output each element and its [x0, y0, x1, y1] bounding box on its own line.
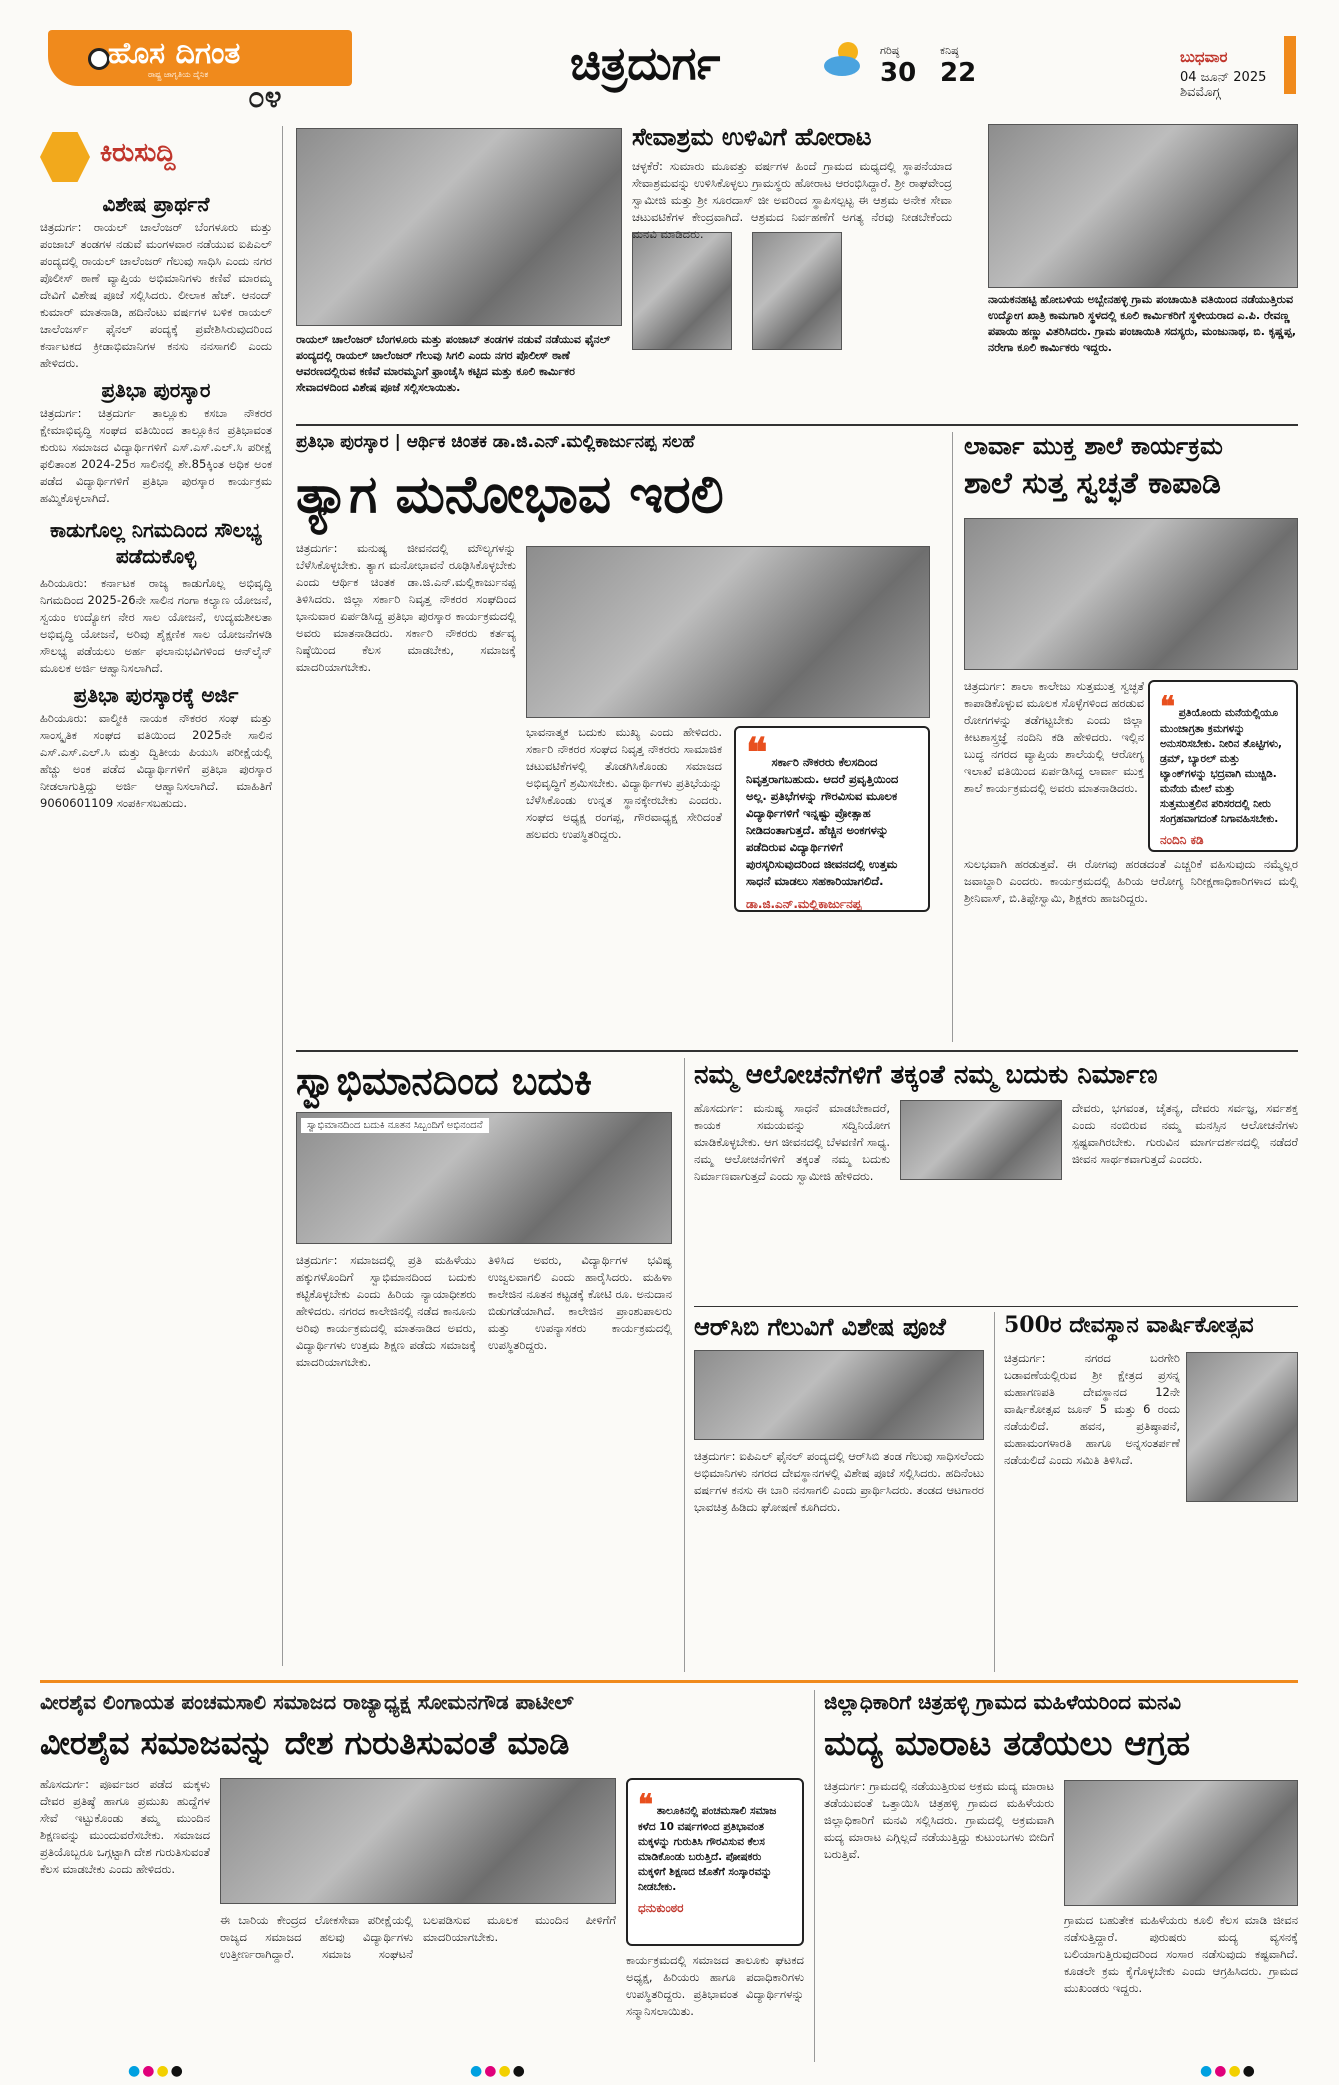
tyaga-body-2: [526, 724, 722, 1040]
city-title: ಚಿತ್ರದುರ್ಗ: [570, 36, 721, 90]
tyaga-headline: ತ್ಯಾಗ ಮನೋಭಾವ ಇರಲಿ: [296, 464, 724, 525]
tyaga-photo: [526, 546, 930, 718]
veerashaiva-kicker: ವೀರಶೈವ ಲಿಂಗಾಯತ ಪಂಚಮಸಾಲಿ ಸಮಾಜದ ರಾಜ್ಯಾಧ್ಯಕ್ಷ ಸೋಮನಗೌಡ ಪಾಟೀಲ್: [40, 1690, 574, 1714]
brief-headline-4: ಪ್ರತಿಭಾ ಪುರಸ್ಕಾರಕ್ಕೆ ಅರ್ಜಿ: [73, 683, 239, 707]
tyaga-body-2-text: ಭಾವನಾತ್ಮಕ ಬದುಕು ಮುಖ್ಯ ಎಂದು ಹೇಳಿದರು. ಸರ್ಕಾರಿ ನೌಕರರ ಸಂಘದ ನಿವೃತ್ತ ನೌಕರರು ಸಾಮಾಜಿಕ ಚಟುವಟಿಕೆಗಳಲ್ಲಿ ತೊಡಗಿಸಿಕೊಂಡು ಸಮಾಜದ ಅಭಿವೃದ್ಧಿಗೆ ಶ್ರಮಿಸಬೇಕು. ವಿದ್ಯಾರ್ಥಿಗಳು ಪ್ರತಿಭೆಯನ್ನು ಬೆಳೆಸಿಕೊಂಡು ಉನ್ನತ ಸ್ಥಾನಕ್ಕೇರಬೇಕು ಎಂದರು. ಸಂಘದ ಅಧ್ಯಕ್ಷ ರಂಗಪ್ಪ, ಗೌರವಾಧ್ಯಕ್ಷ ಸೇರಿದಂತೆ ಹಲವರು ಉಪಸ್ಥಿತರಿದ್ದರು.: [526, 725, 722, 841]
swabhimana-body-1: [296, 1252, 476, 1672]
page-header: [0, 0, 1339, 115]
veerashaiva-body-2: [220, 1912, 616, 2062]
swabhimana-body-1-text: ಚಿತ್ರದುರ್ಗ: ಸಮಾಜದಲ್ಲಿ ಪ್ರತಿ ಮಹಿಳೆಯು ಹಕ್ಕುಗಳೊಂದಿಗೆ ಸ್ವಾಭಿಮಾನದಿಂದ ಬದುಕು ಕಟ್ಟಿಕೊಳ್ಳಬೇಕು ಎಂದು ಹಿರಿಯ ನ್ಯಾಯಾಧೀಶರು ಹೇಳಿದರು. ನಗರದ ಕಾಲೇಜಿನಲ್ಲಿ ನಡೆದ ಕಾನೂನು ಅರಿವು ಕಾರ್ಯಕ್ರಮದಲ್ಲಿ ಮಾತನಾಡಿದ ಅವರು, ವಿದ್ಯಾರ್ಥಿಗಳು ಉತ್ತಮ ಶಿಕ್ಷಣ ಪಡೆದು ಸಮಾಜಕ್ಕೆ ಮಾದರಿಯಾಗಬೇಕು.: [296, 1253, 476, 1369]
photo-banner: ಸ್ವಾಭಿಮಾನದಿಂದ ಬದುಕಿ ನೂತನ ಸಿಬ್ಬಂದಿಗೆ ಅಭಿನಂದನೆ: [301, 1118, 489, 1133]
brief-headline-1: ವಿಶೇಷ ಪ್ರಾರ್ಥನೆ: [102, 196, 210, 216]
larva-body-2-text: ಸುಲಭವಾಗಿ ಹರಡುತ್ತವೆ. ಈ ರೋಗವು ಹರಡದಂತೆ ಎಚ್ಚರಿಕೆ ವಹಿಸುವುದು ನಮ್ಮೆಲ್ಲರ ಜವಾಬ್ದಾರಿ ಎಂದರು. ಕಾರ್ಯಕ್ರಮದಲ್ಲಿ ಹಿರಿಯ ಆರೋಗ್ಯ ನಿರೀಕ್ಷಣಾಧಿಕಾರಿಗಳಾದ ಮಲ್ಲಿ ಶ್ರೀನಿವಾಸ್, ಬಿ.ತಿಪ್ಪೇಸ್ವಾಮಿ, ಶಿಕ್ಷಕರು ಹಾಜರಿದ್ದರು.: [964, 857, 1298, 905]
swabhimana-headline: ಸ್ವಾಭಿಮಾನದಿಂದ ಬದುಕಿ: [296, 1058, 592, 1103]
date: [1180, 70, 1266, 100]
alochane-photo: [900, 1100, 1062, 1180]
brief-headline-2: ಪ್ರತಿಭಾ ಪುರಸ್ಕಾರ: [101, 378, 211, 402]
tyaga-quote-text: ಸರ್ಕಾರಿ ನೌಕರರು ಕೆಲಸದಿಂದ ನಿವೃತ್ತರಾಗಬಹುದು. ಆದರೆ ಪ್ರವೃತ್ತಿಯಿಂದ ಅಲ್ಲ. ಪ್ರತಿಭೆಗಳನ್ನು ಗೌರವಿಸುವ ಮೂಲಕ ವಿದ್ಯಾರ್ಥಿಗಳಿಗೆ ಇನ್ನಷ್ಟು ಪ್ರೋತ್ಸಾಹ ನೀಡಿದಂತಾಗುತ್ತದೆ. ಹೆಚ್ಚಿನ ಅಂಕಗಳನ್ನು ಪಡೆದಿರುವ ವಿದ್ಯಾರ್ಥಿಗಳಿಗೆ ಪುರಸ್ಕರಿಸುವುದರಿಂದ ಜೀವನದಲ್ಲಿ ಉತ್ತಮ ಸಾಧನೆ ಮಾಡಲು ಸಹಕಾರಿಯಾಗಲಿದೆ.: [746, 755, 899, 888]
temp-max-value: 30: [880, 58, 917, 88]
rcb-prayer-photo: [296, 128, 622, 326]
veerashaiva-quote-text: ತಾಲೂಕಿನಲ್ಲಿ ಪಂಚಮಸಾಲಿ ಸಮಾಜ ಕಳೆದ 10 ವರ್ಷಗಳಿಂದ ಪ್ರತಿಭಾವಂತ ಮಕ್ಕಳನ್ನು ಗುರುತಿಸಿ ಗೌರವಿಸುವ ಕೆಲಸ ಮಾಡಿಕೊಂಡು ಬರುತ್ತಿದೆ. ಪೋಷಕರು ಮಕ್ಕಳಿಗೆ ಶಿಕ್ಷಣದ ಜೊತೆಗೆ ಸಂಸ್ಕಾರವನ್ನು ನೀಡಬೇಕು.: [638, 1805, 777, 1893]
larva-headline-2: ಶಾಲೆ ಸುತ್ತ ಸ್ವಚ್ಛತೆ ಕಾಪಾಡಿ: [964, 466, 1221, 501]
alochane-headline: ನಮ್ಮ ಆಲೋಚನೆಗಳಿಗೆ ತಕ್ಕಂತೆ ನಮ್ಮ ಬದುಕು ನಿರ್ಮಾಣ: [694, 1060, 1158, 1090]
temple-body: [1004, 1350, 1180, 1520]
alochane-body-2-text: ದೇವರು, ಭಗವಂತ, ಚೈತನ್ಯ, ದೇವರು ಸರ್ವಜ್ಞ, ಸರ್ವಶಕ್ತ ಎಂದು ನಂಬಿರುವ ನಮ್ಮ ಮನಸ್ಸಿನ ಆಲೋಚನೆಗಳು ಸ್ಪಷ್ಟವಾಗಿರಬೇಕು. ಗುರುವಿನ ಮಾರ್ಗದರ್ಶನದಲ್ಲಿ ನಡೆದರೆ ಜೀವನ ಸಾರ್ಥಕವಾಗುತ್ತದೆ ಎಂದರು.: [1072, 1101, 1298, 1166]
date-text: 04 ಜೂನ್ 2025: [1180, 70, 1267, 85]
tyaga-kicker: ಪ್ರತಿಭಾ ಪುರಸ್ಕಾರ | ಆರ್ಥಿಕ ಚಿಂತಕ ಡಾ.ಜಿ.ಎನ್.ಮಲ್ಲಿಕಾರ್ಜುನಪ್ಪ ಸಲಹೆ: [296, 432, 695, 452]
veerashaiva-body-1: [40, 1776, 210, 2062]
swabhimana-photo: [296, 1112, 672, 1244]
temp-min-value: 22: [940, 58, 977, 88]
tyaga-body-1: [296, 540, 516, 1040]
rcb-headline: ಆರ್‌ಸಿಬಿ ಗೆಲುವಿಗೆ ವಿಶೇಷ ಪೂಜೆ: [694, 1312, 946, 1341]
veerashaiva-body-2-text: ಈ ಬಾರಿಯ ಕೇಂದ್ರದ ಲೋಕಸೇವಾ ಪರೀಕ್ಷೆಯಲ್ಲಿ ರಾಜ್ಯದ ಸಮಾಜದ ಹಲವು ವಿದ್ಯಾರ್ಥಿಗಳು ಉತ್ತೀರ್ಣರಾಗಿದ್ದಾರೆ. ಸಮಾಜ ಸಂಘಟನೆ ಬಲಪಡಿಸುವ ಮೂಲಕ ಮುಂದಿನ ಪೀಳಿಗೆಗೆ ಮಾದರಿಯಾಗಬೇಕು.: [220, 1913, 616, 1961]
row-divider: [694, 1306, 1298, 1307]
veerashaiva-body-3: [626, 1952, 804, 2062]
brief-body-2: ಚಿತ್ರದುರ್ಗ: ಚಿತ್ರದುರ್ಗ ತಾಲ್ಲೂಕು ಕಸಬಾ ನೌಕರರ ಕ್ಷೇಮಾಭಿವೃದ್ಧಿ ಸಂಘದ ವತಿಯಿಂದ ತಾಲ್ಲೂಕಿನ ಪ್ರತಿಭಾವಂತ ಕುರುಬ ಸಮಾಜದ ವಿದ್ಯಾರ್ಥಿಗಳಿಗೆ ಎಸ್.ಎಸ್.ಎಲ್.ಸಿ ಪರೀಕ್ಷೆ ಫಲಿತಾಂಶ 2024-25ರ ಸಾಲಿನಲ್ಲಿ ಶೇ.85ಕ್ಕಿಂತ ಅಧಿಕ ಅಂಕ ಪಡೆದ ವಿದ್ಯಾರ್ಥಿಗಳಿಗೆ ಪ್ರತಿಭಾ ಪುರಸ್ಕಾರ ಕಾರ್ಯಕ್ರಮ ಹಮ್ಮಿಕೊಳ್ಳಲಾಗಿದೆ.: [40, 406, 272, 505]
temp-min-label: ಕನಿಷ್ಠ: [940, 44, 959, 57]
registration-marks: ●●●●: [128, 2063, 185, 2079]
liquor-kicker: ಜಿಲ್ಲಾಧಿಕಾರಿಗೆ ಚಿತ್ರಹಳ್ಳಿ ಗ್ರಾಮದ ಮಹಿಳೆಯರಿಂದ ಮನವಿ: [824, 1690, 1182, 1714]
rcb-prayer-caption: ರಾಯಲ್ ಚಾಲೆಂಜರ್ ಬೆಂಗಳೂರು ಮತ್ತು ಪಂಜಾಬ್ ತಂಡಗಳ ನಡುವೆ ನಡೆಯುವ ಫೈನಲ್ ಪಂದ್ಯದಲ್ಲಿ ರಾಯಲ್ ಚಾಲೆಂಜರ್ ಗೆಲುವು ಸಿಗಲಿ ಎಂದು ನಗರ ಪೊಲೀಸ್ ಠಾಣೆ ಆವರಣದಲ್ಲಿರುವ ಕಣಿವೆ ಮಾರಮ್ಮನಿಗೆ ಫ್ರಾಂಚೈಸಿ ಕಟ್ಟಿದ ಮತ್ತು ಕೂಲಿ ಕಾರ್ಮಿಕರ ಸೇವಾದಳದಿಂದ ವಿಶೇಷ ಪೂಜೆ ಸಲ್ಲಿಸಲಾಯಿತು.: [296, 333, 611, 394]
quote-icon: ❝: [638, 1788, 654, 1821]
column-divider: [684, 1058, 685, 1672]
page-number: ೦೪: [248, 80, 282, 115]
veerashaiva-photo: [220, 1778, 616, 1904]
brief-body-1: ಚಿತ್ರದುರ್ಗ: ರಾಯಲ್ ಚಾಲೆಂಜರ್ ಬೆಂಗಳೂರು ಮತ್ತು ಪಂಜಾಬ್ ತಂಡಗಳ ನಡುವೆ ಮಂಗಳವಾರ ನಡೆಯುವ ಐಪಿಎಲ್ ಪಂದ್ಯದಲ್ಲಿ ರಾಯಲ್ ಚಾಲೆಂಜರ್ ಗೆಲುವು ಸಾಧಿಸಿ ಎಂದು ನಗರ ಪೊಲೀಸ್ ಠಾಣೆ ವ್ಯಾಪ್ತಿಯ ಅಭಿಮಾನಿಗಳು ಕಣಿವೆ ಮಾರಮ್ಮ ದೇವಿಗೆ ವಿಶೇಷ ಪೂಜೆ ಸಲ್ಲಿಸಿದರು. ಲೀಲಾಕ ಹೆಚ್. ಆನಂದ್ ಕುಮಾರ್ ಮಾತನಾಡಿ, ಹದಿನೆಂಟು ವರ್ಷಗಳ ಬಳಿಕ ರಾಯಲ್ ಚಾಲೆಂಜರ್ಸ್ ಫೈನಲ್ ಪಂದ್ಯಕ್ಕೆ ಪ್ರವೇಶಿಸಿರುವುದರಿಂದ ಕರ್ನಾಟಕದ ಕ್ರೀಡಾಭಿಮಾನಿಗಳ ಕನಸು ನನಸಾಗಲಿ ಎಂದು ಹೇಳಿದರು.: [40, 220, 272, 370]
veerashaiva-quote-box: [626, 1778, 804, 1946]
registration-marks: ●●●●: [1200, 2063, 1257, 2079]
swabhimana-body-2: [488, 1252, 672, 1672]
quote-icon: ❝: [1160, 690, 1176, 723]
quote-icon: ❝: [746, 729, 768, 776]
liquor-body-2-text: ಗ್ರಾಮದ ಬಹುತೇಕ ಮಹಿಳೆಯರು ಕೂಲಿ ಕೆಲಸ ಮಾಡಿ ಜೀವನ ನಡೆಸುತ್ತಿದ್ದಾರೆ. ಪುರುಷರು ಮದ್ಯ ವ್ಯಸನಕ್ಕೆ ಬಲಿಯಾಗುತ್ತಿರುವುದರಿಂದ ಸಂಸಾರ ನಡೆಸುವುದು ಕಷ್ಟವಾಗಿದೆ. ಕೂಡಲೇ ಕ್ರಮ ಕೈಗೊಳ್ಳಬೇಕು ಎಂದು ಆಗ್ರಹಿಸಿದರು. ಗ್ರಾಮದ ಮುಖಂಡರು ಇದ್ದರು.: [1064, 1913, 1298, 1995]
edition: ಶಿವಮೊಗ್ಗ: [1180, 85, 1221, 100]
brief-body-3: ಹಿರಿಯೂರು: ಕರ್ನಾಟಕ ರಾಜ್ಯ ಕಾಡುಗೊಲ್ಲ ಅಭಿವೃದ್ಧಿ ನಿಗಮದಿಂದ 2025-26ನೇ ಸಾಲಿನ ಗಂಗಾ ಕಲ್ಯಾಣ ಯೋಜನೆ, ಸ್ವಯಂ ಉದ್ಯೋಗ ನೇರ ಸಾಲ ಯೋಜನೆ, ಉದ್ಯಮಶೀಲತಾ ಅಭಿವೃದ್ಧಿ ಯೋಜನೆ, ಅರಿವು ಶೈಕ್ಷಣಿಕ ಸಾಲ ಯೋಜನೆಗಳಡಿ ಸೌಲಭ್ಯ ಪಡೆಯಲು ಅರ್ಹ ಫಲಾನುಭವಿಗಳಿಂದ ಆನ್‌ಲೈನ್ ಮೂಲಕ ಅರ್ಜಿ ಆಹ್ವಾನಿಸಲಾಗಿದೆ.: [40, 576, 272, 675]
larva-body: [964, 678, 1144, 844]
temple-headline: 500ರ ದೇವಸ್ಥಾನ ವಾರ್ಷಿಕೋತ್ಸವ: [1004, 1312, 1254, 1338]
row-divider: [296, 1050, 1298, 1052]
swabhimana-body-2-text: ತಿಳಿಸಿದ ಅವರು, ವಿದ್ಯಾರ್ಥಿಗಳ ಭವಿಷ್ಯ ಉಜ್ವಲವಾಗಲಿ ಎಂದು ಹಾರೈಸಿದರು. ಮಹಿಳಾ ಕಾಲೇಜಿನ ನೂತನ ಕಟ್ಟಡಕ್ಕೆ ಕೋಟಿ ರೂ. ಅನುದಾನ ಬಿಡುಗಡೆಯಾಗಿದೆ. ಕಾಲೇಜಿನ ಪ್ರಾಂಶುಪಾಲರು ಮತ್ತು ಉಪನ್ಯಾಸಕರು ಕಾರ್ಯಕ್ರಮದಲ್ಲಿ ಉಪಸ್ಥಿತರಿದ್ದರು.: [488, 1253, 672, 1352]
seva-headline: ಸೇವಾಶ್ರಮ ಉಳಿವಿಗೆ ಹೋರಾಟ: [632, 122, 872, 151]
fruit-distribution-caption: ನಾಯಕನಹಟ್ಟಿ ಹೋಬಳಿಯ ಅಬ್ಬೇನಹಳ್ಳಿ ಗ್ರಾಮ ಪಂಚಾಯಿತಿ ವತಿಯಿಂದ ನಡೆಯುತ್ತಿರುವ ಉದ್ಯೋಗ ಖಾತ್ರಿ ಕಾಮಗಾರಿ ಸ್ಥಳದಲ್ಲಿ ಕೂಲಿ ಕಾರ್ಮಿಕರಿಗೆ ಸ್ಥಳೀಯರಾದ ಎ.ಪಿ. ರೇವಣ್ಣ ಪಪಾಯಿ ಹಣ್ಣು ವಿತರಿಸಿದರು. ಗ್ರಾಮ ಪಂಚಾಯಿತಿ ಸದಸ್ಯರು, ಮಂಜುನಾಥ, ಬಿ. ಕೃಷ್ಣಪ್ಪ, ನರೇಗಾ ಕೂಲಿ ಕಾರ್ಮಿಕರು ಇದ್ದರು.: [988, 293, 1297, 354]
larva-headline-1: ಲಾರ್ವಾ ಮುಕ್ತ ಶಾಲೆ ಕಾರ್ಯಕ್ರಮ: [964, 432, 1223, 460]
masthead-title: ಹೊಸ ದಿಗಂತ: [108, 36, 241, 71]
larva-quote-box: [1148, 680, 1298, 852]
column-divider: [952, 432, 953, 1042]
alochane-body-2: [1072, 1100, 1298, 1300]
liquor-body-1: [824, 1778, 1054, 2062]
masthead-tagline: ರಾಷ್ಟ್ರ ಜಾಗೃತಿಯ ದೈನಿಕ: [148, 70, 209, 79]
larva-body-2: [964, 856, 1298, 1042]
kiru-suddi-badge: [40, 132, 236, 180]
temp-max: [880, 44, 916, 88]
row-divider: [296, 424, 1298, 426]
brief-headline-3: ಕಾಡುಗೊಲ್ಲ ನಿಗಮದಿಂದ ಸೌಲಭ್ಯ ಪಡೆದುಕೊಳ್ಳಿ: [50, 518, 262, 568]
left-column: [40, 196, 272, 1846]
rcb-photo: [694, 1350, 984, 1440]
hand-icon: [40, 132, 90, 182]
seva-body: [632, 158, 952, 420]
kiru-suddi-label: ಕಿರುಸುದ್ದಿ: [100, 138, 176, 168]
column-divider: [282, 126, 283, 1666]
column-divider: [994, 1312, 995, 1672]
tyaga-body-1-text: ಚಿತ್ರದುರ್ಗ: ಮನುಷ್ಯ ಜೀವನದಲ್ಲಿ ಮೌಲ್ಯಗಳನ್ನು ಬೆಳೆಸಿಕೊಳ್ಳಬೇಕು. ತ್ಯಾಗ ಮನೋಭಾವನೆ ರೂಢಿಸಿಕೊಳ್ಳಬೇಕು ಎಂದು ಆರ್ಥಿಕ ಚಿಂತಕ ಡಾ.ಜಿ.ಎನ್.ಮಲ್ಲಿಕಾರ್ಜುನಪ್ಪ ತಿಳಿಸಿದರು. ಜಿಲ್ಲಾ ಸರ್ಕಾರಿ ನಿವೃತ್ತ ನೌಕರರ ಸಂಘದಿಂದ ಭಾನುವಾರ ಏರ್ಪಡಿಸಿದ್ದ ಪ್ರತಿಭಾ ಪುರಸ್ಕಾರ ಕಾರ್ಯಕ್ರಮದಲ್ಲಿ ಅವರು ಮಾತನಾಡಿದರು. ಸರ್ಕಾರಿ ನೌಕರರು ಕರ್ತವ್ಯ ನಿಷ್ಠೆಯಿಂದ ಕೆಲಸ ಮಾಡಬೇಕು, ಸಮಾಜಕ್ಕೆ ಮಾದರಿಯಾಗಬೇಕು.: [296, 541, 516, 674]
alochane-body-1: [694, 1100, 890, 1300]
temp-min: [940, 44, 976, 88]
seva-body-text: ಚಳ್ಳಕೆರೆ: ಸುಮಾರು ಮೂವತ್ತು ವರ್ಷಗಳ ಹಿಂದೆ ಗ್ರಾಮದ ಮಧ್ಯದಲ್ಲಿ ಸ್ಥಾಪನೆಯಾದ ಸೇವಾಶ್ರಮವನ್ನು ಉಳಿಸಿಕೊಳ್ಳಲು ಗ್ರಾಮಸ್ಥರು ಹೋರಾಟ ಆರಂಭಿಸಿದ್ದಾರೆ. ಶ್ರೀ ರಾಘವೇಂದ್ರ ಸ್ವಾಮೀಜಿ ಮತ್ತು ಶ್ರೀ ಸೂರದಾಸ್ ಜೀ ಅವರಿಂದ ಸ್ಥಾಪಿಸಲ್ಪಟ್ಟ ಈ ಆಶ್ರಮ ಅನೇಕ ಸೇವಾ ಚಟುವಟಿಕೆಗಳ ಕೇಂದ್ರವಾಗಿದೆ. ಆಶ್ರಮದ ನಿರ್ವಹಣೆಗೆ ಅಗತ್ಯ ನೆರವು ನೀಡಬೇಕೆಂದು ಮನವಿ ಮಾಡಿದರು.: [632, 159, 952, 241]
tyaga-quote-box: [734, 726, 930, 912]
column-divider: [814, 1690, 815, 2062]
brief-body-4: ಹಿರಿಯೂರು: ವಾಲ್ಮೀಕಿ ನಾಯಕ ನೌಕರರ ಸಂಘ ಮತ್ತು ಸಾಂಸ್ಕೃತಿಕ ಸಂಘದ ವತಿಯಿಂದ 2025ನೇ ಸಾಲಿನ ಎಸ್.ಎಸ್.ಎಲ್.ಸಿ ಮತ್ತು ದ್ವಿತೀಯ ಪಿಯುಸಿ ಪರೀಕ್ಷೆಯಲ್ಲಿ ಹೆಚ್ಚು ಅಂಕ ಪಡೆದ ವಿದ್ಯಾರ್ಥಿಗಳಿಗೆ ಪ್ರತಿಭಾ ಪುರಸ್ಕಾರ ನೀಡಲಾಗುತ್ತಿದ್ದು ಅರ್ಜಿ ಆಹ್ವಾನಿಸಲಾಗಿದೆ. ಮಾಹಿತಿಗೆ 9060601109 ಸಂಪರ್ಕಿಸಬಹುದು.: [40, 711, 272, 810]
section-divider: [40, 1680, 1298, 1683]
temple-photo: [1186, 1352, 1298, 1502]
fruit-distribution-photo: [988, 124, 1298, 288]
weekday: ಬುಧವಾರ: [1180, 48, 1228, 66]
veerashaiva-body-3-text: ಕಾರ್ಯಕ್ರಮದಲ್ಲಿ ಸಮಾಜದ ತಾಲೂಕು ಘಟಕದ ಅಧ್ಯಕ್ಷ, ಹಿರಿಯರು ಹಾಗೂ ಪದಾಧಿಕಾರಿಗಳು ಉಪಸ್ಥಿತರಿದ್ದರು. ಪ್ರತಿಭಾವಂತ ವಿದ್ಯಾರ್ಥಿಗಳನ್ನು ಸನ್ಮಾನಿಸಲಾಯಿತು.: [626, 1953, 804, 2018]
veerashaiva-body-1-text: ಹೊಸದುರ್ಗ: ಪೂರ್ವಜರ ಪಡೆದ ಮಕ್ಕಳು ದೇವರ ಪ್ರತಿಷ್ಠೆ ಹಾಗೂ ಪ್ರಮುಖ ಹುದ್ದೆಗಳ ಸೇವೆ ಇಟ್ಟುಕೊಂಡು ತಮ್ಮ ಮುಂದಿನ ಶಿಕ್ಷಣವನ್ನು ಮುಂದುವರೆಸಬೇಕು. ಸಮಾಜದ ಪ್ರತಿಯೊಬ್ಬರೂ ಒಗ್ಗಟ್ಟಾಗಿ ದೇಶ ಗುರುತಿಸುವಂತೆ ಕೆಲಸ ಮಾಡಬೇಕು ಎಂದು ಹೇಳಿದರು.: [40, 1777, 210, 1876]
rcb-body: [694, 1448, 984, 1672]
rcb-body-text: ಚಿತ್ರದುರ್ಗ: ಐಪಿಎಲ್ ಫೈನಲ್ ಪಂದ್ಯದಲ್ಲಿ ಆರ್‌ಸಿಬಿ ತಂಡ ಗೆಲುವು ಸಾಧಿಸಲೆಂದು ಅಭಿಮಾನಿಗಳು ನಗರದ ದೇವಸ್ಥಾನಗಳಲ್ಲಿ ವಿಶೇಷ ಪೂಜೆ ಸಲ್ಲಿಸಿದರು. ಹದಿನೆಂಟು ವರ್ಷಗಳ ಕನಸು ಈ ಬಾರಿ ನನಸಾಗಲಿ ಎಂದು ಪ್ರಾರ್ಥಿಸಿದರು. ತಂಡದ ಆಟಗಾರರ ಭಾವಚಿತ್ರ ಹಿಡಿದು ಘೋಷಣೆ ಕೂಗಿದರು.: [694, 1449, 984, 1514]
masthead: [48, 30, 352, 115]
liquor-body-2: [1064, 1912, 1298, 2062]
temple-body-text: ಚಿತ್ರದುರ್ಗ: ನಗರದ ಬರಗೇರಿ ಬಡಾವಣೆಯಲ್ಲಿರುವ ಶ್ರೀ ಕ್ಷೇತ್ರದ ಪ್ರಸನ್ನ ಮಹಾಗಣಪತಿ ದೇವಸ್ಥಾನದ 12ನೇ ವಾರ್ಷಿಕೋತ್ಸವ ಜೂನ್ 5 ಮತ್ತು 6 ರಂದು ನಡೆಯಲಿದೆ. ಹವನ, ಪ್ರತಿಷ್ಠಾಪನೆ, ಮಹಾಮಂಗಳಾರತಿ ಹಾಗೂ ಅನ್ನಸಂತರ್ಪಣೆ ನಡೆಯಲಿದೆ ಎಂದು ಸಮಿತಿ ತಿಳಿಸಿದೆ.: [1004, 1351, 1180, 1467]
liquor-headline: ಮದ್ಯ ಮಾರಾಟ ತಡೆಯಲು ಆಗ್ರಹ: [824, 1724, 1191, 1764]
larva-photo: [964, 518, 1298, 670]
tyaga-quote-author: ಡಾ.ಜಿ.ಎನ್.ಮಲ್ಲಿಕಾರ್ಜುನಪ್ಪ: [746, 897, 862, 911]
veerashaiva-headline: ವೀರಶೈವ ಸಮಾಜವನ್ನು ದೇಶ ಗುರುತಿಸುವಂತೆ ಮಾಡಿ: [40, 1724, 570, 1762]
temp-max-label: ಗರಿಷ್ಠ: [880, 44, 900, 57]
registration-marks: ●●●●: [470, 2063, 527, 2079]
liquor-photo: [1064, 1780, 1298, 1906]
veerashaiva-quote-author: ಧನುಕುಂಠರ: [638, 1901, 684, 1915]
larva-quote-text: ಪ್ರತಿಯೊಂದು ಮನೆಯಲ್ಲಿಯೂ ಮುಂಜಾಗ್ರತಾ ಕ್ರಮಗಳನ್ನು ಅನುಸರಿಸಬೇಕು. ನೀರಿನ ತೊಟ್ಟಿಗಳು, ಡ್ರಮ್, ಬ್ಯಾರಲ್ ಮತ್ತು ಟ್ಯಾಂಕ್‌ಗಳನ್ನು ಭದ್ರವಾಗಿ ಮುಚ್ಚಿಡಿ. ಮನೆಯ ಮೇಲೆ ಮತ್ತು ಸುತ್ತಮುತ್ತಲಿನ ಪರಿಸರದಲ್ಲಿ ನೀರು ಸಂಗ್ರಹವಾಗದಂತೆ ನಿಗಾವಹಿಸಬೇಕು.: [1160, 707, 1283, 825]
header-accent: [1284, 36, 1296, 94]
larva-quote-author: ನಂದಿನಿ ಕಡಿ: [1160, 833, 1204, 847]
larva-body-text: ಚಿತ್ರದುರ್ಗ: ಶಾಲಾ ಕಾಲೇಜು ಸುತ್ತಮುತ್ತ ಸ್ವಚ್ಛತೆ ಕಾಪಾಡಿಕೊಳ್ಳುವ ಮೂಲಕ ಸೊಳ್ಳೆಗಳಿಂದ ಹರಡುವ ರೋಗಗಳನ್ನು ತಡೆಗಟ್ಟಬೇಕು ಎಂದು ಜಿಲ್ಲಾ ಕೀಟಶಾಸ್ತ್ರಜ್ಞೆ ನಂದಿನಿ ಕಡಿ ಹೇಳಿದರು. ಇಲ್ಲಿನ ಬುದ್ಧ ನಗರದ ವ್ಯಾಪ್ತಿಯ ಶಾಲೆಯಲ್ಲಿ ಆರೋಗ್ಯ ಇಲಾಖೆ ವತಿಯಿಂದ ಏರ್ಪಡಿಸಿದ್ದ ಲಾರ್ವಾ ಮುಕ್ತ ಶಾಲೆ ಕಾರ್ಯಕ್ರಮದಲ್ಲಿ ಅವರು ಮಾತನಾಡಿದರು.: [964, 679, 1144, 795]
weather-icon: [820, 34, 868, 82]
liquor-body-1-text: ಚಿತ್ರದುರ್ಗ: ಗ್ರಾಮದಲ್ಲಿ ನಡೆಯುತ್ತಿರುವ ಅಕ್ರಮ ಮದ್ಯ ಮಾರಾಟ ತಡೆಯುವಂತೆ ಒತ್ತಾಯಿಸಿ ಚಿತ್ರಹಳ್ಳಿ ಗ್ರಾಮದ ಮಹಿಳೆಯರು ಜಿಲ್ಲಾಧಿಕಾರಿಗೆ ಮನವಿ ಸಲ್ಲಿಸಿದರು. ಗ್ರಾಮದಲ್ಲಿ ಅಕ್ರಮವಾಗಿ ಮದ್ಯ ಮಾರಾಟ ಎಗ್ಗಿಲ್ಲದೆ ನಡೆಯುತ್ತಿದ್ದು ಕುಟುಂಬಗಳು ಬೀದಿಗೆ ಬರುತ್ತಿವೆ.: [824, 1779, 1054, 1861]
logo-icon: [88, 48, 110, 70]
alochane-body-1-text: ಹೊಸದುರ್ಗ: ಮನುಷ್ಯ ಸಾಧನೆ ಮಾಡಬೇಕಾದರೆ, ಕಾಯಕ ಸಮಯವನ್ನು ಸದ್ವಿನಿಯೋಗ ಮಾಡಿಕೊಳ್ಳಬೇಕು. ಆಗ ಜೀವನದಲ್ಲಿ ಬೆಳವಣಿಗೆ ಸಾಧ್ಯ. ನಮ್ಮ ಆಲೋಚನೆಗಳಿಗೆ ತಕ್ಕಂತೆ ನಮ್ಮ ಬದುಕು ನಿರ್ಮಾಣವಾಗುತ್ತದೆ ಎಂದು ಸ್ವಾಮೀಜಿ ಹೇಳಿದರು.: [694, 1101, 890, 1183]
